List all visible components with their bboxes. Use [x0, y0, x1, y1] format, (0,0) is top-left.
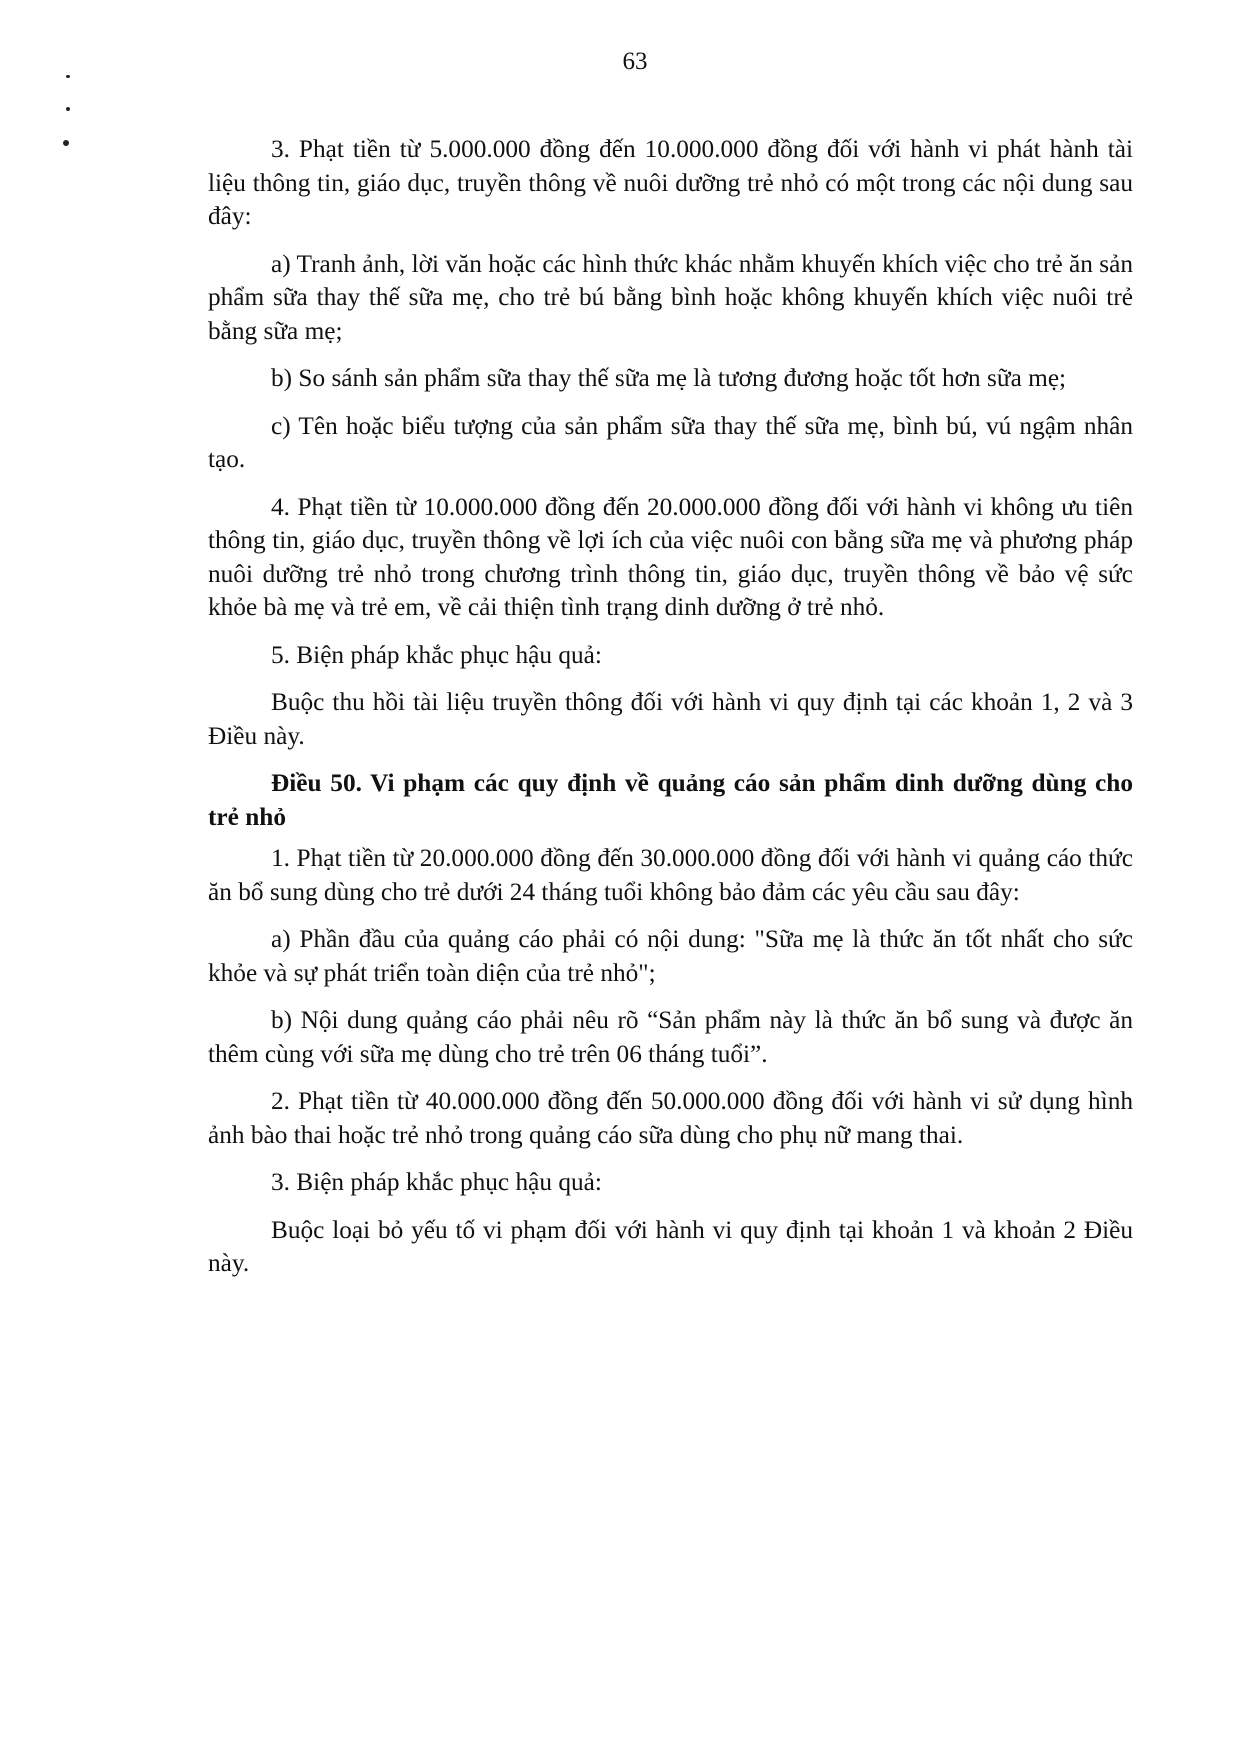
article-50-clause-1: 1. Phạt tiền từ 20.000.000 đồng đến 30.000.000 đồng đối với hành vi quảng cáo thức ăn bổ sung dùng cho trẻ dưới 24 tháng tuổi không bảo đảm các yêu cầu sau đây:: [208, 844, 1133, 906]
article-50-clause-1b: b) Nội dung quảng cáo phải nêu rõ “Sản phẩm này là thức ăn bổ sung và được ăn thêm cùng với sữa mẹ dùng cho trẻ trên 06 tháng tuổi”.: [208, 1006, 1133, 1068]
article-50-clause-3: 3. Biện pháp khắc phục hậu quả:: [271, 1168, 602, 1196]
clause-4-fine: 4. Phạt tiền từ 10.000.000 đồng đến 20.000.000 đồng đối với hành vi không ưu tiên thông tin, giáo dục, truyền thông về lợi ích của việc nuôi con bằng sữa mẹ và phương pháp nuôi dưỡng trẻ nhỏ trong chương trình thông tin, giáo dục, truyền thông về bảo vệ sức khỏe bà mẹ và trẻ em, về cải thiện tình trạng dinh dưỡng ở trẻ nhỏ.: [208, 492, 1133, 621]
clause-3a: a) Tranh ảnh, lời văn hoặc các hình thức khác nhằm khuyến khích việc cho trẻ ăn sản phẩm sữa thay thế sữa mẹ, cho trẻ bú bằng bình hoặc không khuyến khích việc nuôi trẻ bằng sữa mẹ;: [208, 249, 1133, 345]
clause-5-remedy-text: Buộc thu hồi tài liệu truyền thông đối với hành vi quy định tại các khoản 1, 2 và 3 Điều này.: [208, 688, 1133, 750]
clause-3-fine: 3. Phạt tiền từ 5.000.000 đồng đến 10.000.000 đồng đối với hành vi phát hành tài liệu thông tin, giáo dục, truyền thông về nuôi dưỡng trẻ nhỏ có một trong các nội dung sau đây:: [208, 135, 1133, 230]
article-50-clause-1a: a) Phần đầu của quảng cáo phải có nội dung: "Sữa mẹ là thức ăn tốt nhất cho sức khỏe và sự phát triển toàn diện của trẻ nhỏ";: [208, 925, 1133, 987]
article-50-heading: Điều 50. Vi phạm các quy định về quảng cáo sản phẩm dinh dưỡng dùng cho trẻ nhỏ: [208, 769, 1133, 831]
article-50-clause-2: 2. Phạt tiền từ 40.000.000 đồng đến 50.000.000 đồng đối với hành vi sử dụng hình ảnh bào thai hoặc trẻ nhỏ trong quảng cáo sữa dùng cho phụ nữ mang thai.: [208, 1087, 1133, 1149]
document-body: [208, 133, 1133, 1295]
scan-mark: [66, 107, 70, 111]
article-50-clause-3-text: Buộc loại bỏ yếu tố vi phạm đối với hành vi quy định tại khoản 1 và khoản 2 Điều này.: [208, 1215, 1133, 1277]
clause-5-remedy: 5. Biện pháp khắc phục hậu quả:: [271, 640, 602, 669]
clause-3c: c) Tên hoặc biểu tượng của sản phẩm sữa thay thế sữa mẹ, bình bú, vú ngậm nhân tạo.: [208, 411, 1133, 473]
page-number: 63: [622, 48, 648, 75]
scan-mark: [63, 140, 69, 146]
clause-3b: b) So sánh sản phẩm sữa thay thế sữa mẹ là tương đương hoặc tốt hơn sữa mẹ;: [271, 364, 1067, 392]
